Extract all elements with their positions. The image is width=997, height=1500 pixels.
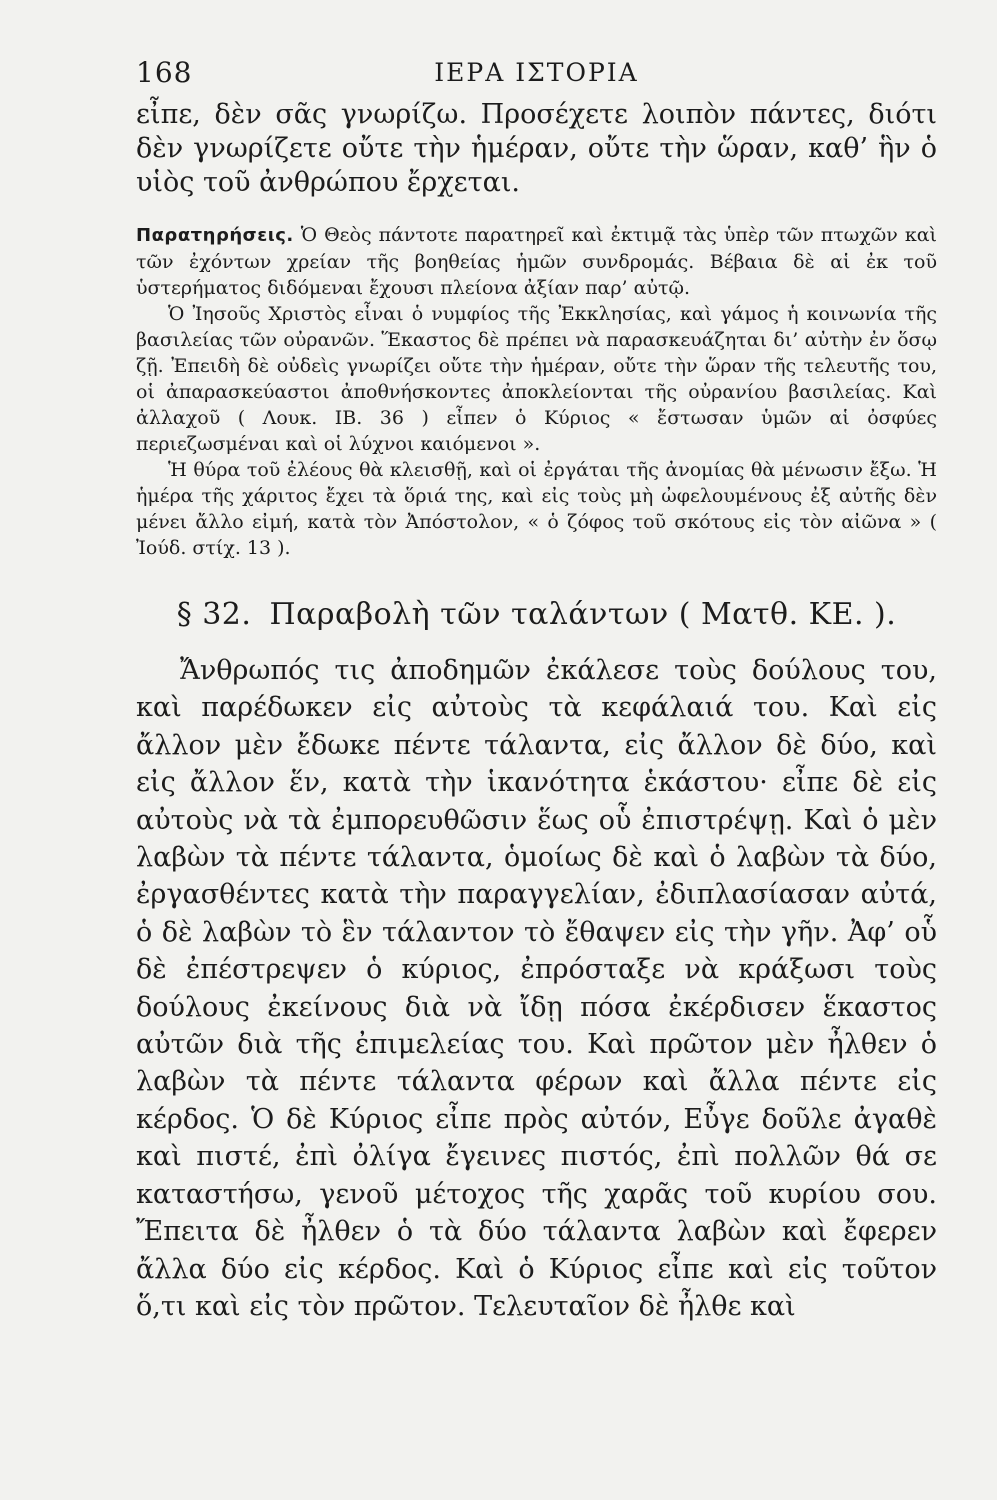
- notes-block: [136, 222, 937, 561]
- page-header: [136, 56, 937, 96]
- page-number: 168: [136, 56, 193, 89]
- notes-label: Παρατηρήσεις.: [136, 225, 294, 246]
- notes-paragraph-2: Ὁ Ἰησοῦς Χριστὸς εἶναι ὁ νυμφίος τῆς Ἐκκλησίας, καὶ γάμος ἡ κοινωνία τῆς βασιλείας τῶν οὐρανῶν. Ἕκαστος δὲ πρέπει νὰ παρασκευάζηται δι’ αὐτὴν ἐν ὅσῳ ζῇ. Ἐπειδὴ δὲ οὐδεὶς γνωρίζει οὔτε τὴν ἡμέραν, οὔτε τὴν ὥραν τῆς τελευτῆς του, οἱ ἀπαρασκεύαστοι ἀποθνήσκοντες ἀποκλείονται τῆς οὐρανίου βασιλείας. Καὶ ἀλλαχοῦ ( Λουκ. ΙΒ. 36 ) εἶπεν ὁ Κύριος « ἔστωσαν ὑμῶν αἱ ὀσφύες περιεζωσμέναι καὶ οἱ λύχνοι καιόμενοι ».: [136, 303, 937, 455]
- running-head: ΙΕΡΑ ΙΣΤΟΡΙΑ: [434, 58, 639, 87]
- section-number: § 32.: [176, 597, 252, 632]
- notes-paragraph-1: [136, 222, 937, 301]
- body-paragraph: Ἄνθρωπός τις ἀποδημῶν ἐκάλεσε τοὺς δούλους του, καὶ παρέδωκεν εἰς αὐτοὺς τὰ κεφάλαιά του. Καὶ εἰς ἄλλον μὲν ἔδωκε πέντε τάλαντα, εἰς ἄλλον δὲ δύο, καὶ εἰς ἄλλον ἕν, κατὰ τὴν ἱκανότητα ἑκάστου· εἶπε δὲ εἰς αὐτοὺς νὰ τὰ ἐμπορευθῶσιν ἕως οὗ ἐπιστρέψῃ. Καὶ ὁ μὲν λαβὼν τὰ πέντε τάλαντα, ὁμοίως δὲ καὶ ὁ λαβὼν τὰ δύο, ἐργασθέντες κατὰ τὴν παραγγελίαν, ἐδιπλασίασαν αὐτά, ὁ δὲ λαβὼν τὸ ἓν τάλαντον τὸ ἔθαψεν εἰς τὴν γῆν. Ἀφ’ οὗ δὲ ἐπέστρεψεν ὁ κύριος, ἐπρόσταξε νὰ κράξωσι τοὺς δούλους ἐκείνους διὰ νὰ ἴδῃ πόσα ἐκέρδισεν ἕκαστος αὐτῶν διὰ τῆς ἐπιμελείας του. Καὶ πρῶτον μὲν ἦλθεν ὁ λαβὼν τὰ πέντε τάλαντα φέρων καὶ ἄλλα πέντε εἰς κέρδος. Ὁ δὲ Κύριος εἶπε πρὸς αὐτόν, Εὖγε δοῦλε ἀγαθὲ καὶ πιστέ, ἐπὶ ὀλίγα ἔγεινες πιστός, ἐπὶ πολλῶν θά σε καταστήσω, γενοῦ μέτοχος τῆς χαρᾶς τοῦ κυρίου σου. Ἔπειτα δὲ ἦλθεν ὁ τὰ δύο τάλαντα λαβὼν καὶ ἔφερεν ἄλλα δύο εἰς κέρδος. Καὶ ὁ Κύριος εἶπε καὶ εἰς τοῦτον ὅ,τι καὶ εἰς τὸν πρῶτον. Τελευταῖον δὲ ἦλθε καὶ: [136, 655, 937, 1322]
- notes-paragraph-3: Ἡ θύρα τοῦ ἐλέους θὰ κλεισθῇ, καὶ οἱ ἐργάται τῆς ἀνομίας θὰ μένωσιν ἔξω. Ἡ ἡμέρα τῆς χάριτος ἔχει τὰ ὅριά της, καὶ εἰς τοὺς μὴ ὠφελουμένους ἐξ αὐτῆς δὲν μένει ἄλλο εἰμή, κατὰ τὸν Ἀπόστολον, « ὁ ζόφος τοῦ σκότους εἰς τὸν αἰῶνα » ( Ἰούδ. στίχ. 13 ).: [136, 459, 937, 559]
- section-heading: [136, 597, 937, 632]
- notes-text-1: Ὁ Θεὸς πάντοτε παρατηρεῖ καὶ ἐκτιμᾷ τὰς ὑπὲρ τῶν πτωχῶν καὶ τῶν ἐχόντων χρείαν τῆς βοηθείας ἡμῶν συνδρομάς. Βέβαια δὲ αἱ ἐκ τοῦ ὑστερήματος διδόμεναι ἔχουσι πλείονα ἀξίαν παρ’ αὐτῷ.: [136, 224, 937, 299]
- lead-paragraph: εἶπε, δὲν σᾶς γνωρίζω. Προσέχετε λοιπὸν πάντες, διότι δὲν γνωρίζετε οὔτε τὴν ἡμέραν, οὔτε τὴν ὥραν, καθ’ ἣν ὁ υἱὸς τοῦ ἀνθρώπου ἔρχεται.: [136, 99, 937, 198]
- section-title: Παραβολὴ τῶν ταλάντων ( Ματθ. ΚΕ. ).: [269, 597, 897, 632]
